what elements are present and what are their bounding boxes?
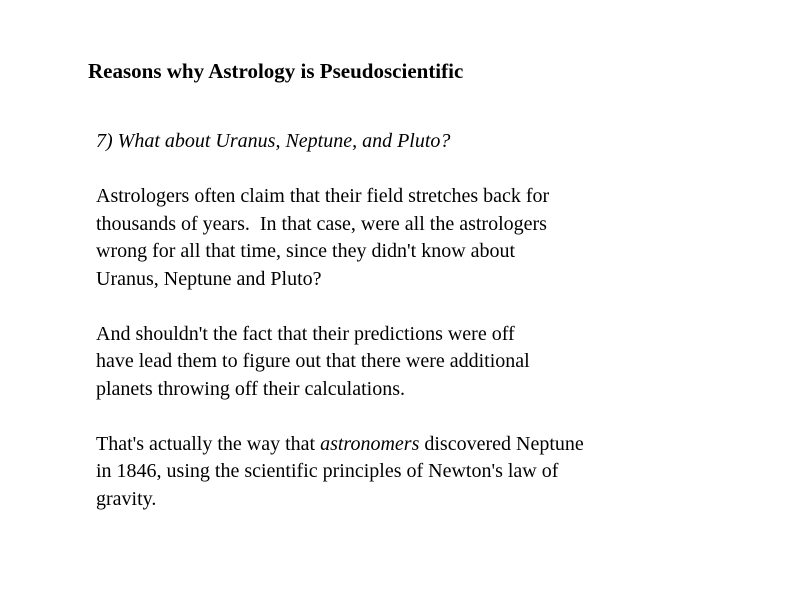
paragraph-1-line-2: thousands of years. In that case, were all the astrologers (96, 212, 547, 235)
paragraph-1-line-4: Uranus, Neptune and Pluto? (96, 267, 322, 290)
slide-subtitle: 7) What about Uranus, Neptune, and Pluto? (96, 130, 451, 152)
astronomers-emphasis: astronomers (320, 432, 420, 455)
paragraph-2 (96, 321, 786, 404)
paragraph-3 (96, 431, 786, 514)
paragraph-1-line-1: Astrologers often claim that their field stretches back for (96, 185, 550, 207)
paragraph-2-line-3: planets throwing off their calculations. (96, 377, 405, 400)
slide-body (96, 128, 786, 513)
paragraph-2-line-2: have lead them to figure out that there were additional (96, 350, 530, 372)
paragraph-3-line-1-after: discovered Neptune (419, 432, 584, 455)
slide-title: Reasons why Astrology is Pseudoscientific (88, 59, 464, 83)
paragraph-3-line-1-before: That's actually the way that (96, 432, 321, 455)
paragraph-1 (96, 183, 786, 293)
paragraph-1-line-3: wrong for all that time, since they didn't know about (96, 240, 516, 262)
paragraph-2-line-1: And shouldn't the fact that their predictions were off (96, 322, 515, 345)
paragraph-3-line-1 (96, 431, 786, 459)
paragraph-3-line-2: in 1846, using the scientific principles of Newton's law of (96, 460, 559, 482)
paragraph-3-line-3: gravity. (96, 487, 157, 510)
